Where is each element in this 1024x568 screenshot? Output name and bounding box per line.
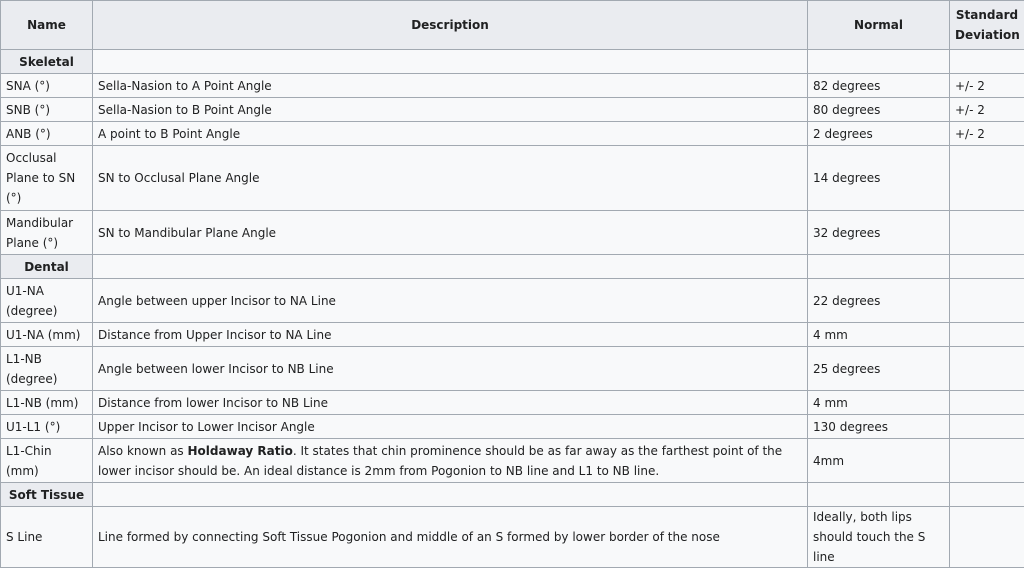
table-row [1, 146, 1024, 211]
table-row [1, 323, 1024, 347]
row-standard-deviation [950, 439, 1024, 483]
table-row [1, 122, 1024, 146]
header-normal[interactable]: Normal [808, 1, 950, 50]
row-name: U1-L1 (°) [1, 415, 93, 439]
empty-cell [808, 50, 950, 74]
section-heading-soft-tissue: Soft Tissue [1, 483, 93, 507]
row-name: L1-NB (mm) [1, 391, 93, 415]
row-description: Distance from lower Incisor to NB Line [93, 391, 808, 415]
row-name: Occlusal Plane to SN (°) [1, 146, 93, 211]
row-normal: Ideally, both lips should touch the S line [808, 507, 950, 568]
empty-cell [93, 483, 808, 507]
row-normal: 80 degrees [808, 98, 950, 122]
row-standard-deviation [950, 279, 1024, 323]
description-prefix: Also known as [98, 444, 188, 458]
row-description: Line formed by connecting Soft Tissue Pogonion and middle of an S formed by lower border of the nose [93, 507, 808, 568]
row-normal: 32 degrees [808, 211, 950, 255]
table-row [1, 415, 1024, 439]
row-name: L1-Chin (mm) [1, 439, 93, 483]
empty-cell [950, 50, 1024, 74]
row-normal: 130 degrees [808, 415, 950, 439]
row-standard-deviation [950, 323, 1024, 347]
table-row [1, 279, 1024, 323]
table-row [1, 347, 1024, 391]
row-name: SNA (°) [1, 74, 93, 98]
header-name[interactable]: Name [1, 1, 93, 50]
row-description: SN to Occlusal Plane Angle [93, 146, 808, 211]
row-description: Sella-Nasion to B Point Angle [93, 98, 808, 122]
row-description: A point to B Point Angle [93, 122, 808, 146]
row-normal: 22 degrees [808, 279, 950, 323]
row-normal: 2 degrees [808, 122, 950, 146]
row-name: SNB (°) [1, 98, 93, 122]
row-normal: 4 mm [808, 391, 950, 415]
empty-cell [93, 255, 808, 279]
table-row [1, 391, 1024, 415]
row-standard-deviation [950, 347, 1024, 391]
row-name: U1-NA (mm) [1, 323, 93, 347]
row-description: SN to Mandibular Plane Angle [93, 211, 808, 255]
section-row-soft-tissue [1, 483, 1024, 507]
empty-cell [808, 483, 950, 507]
row-name: L1-NB (degree) [1, 347, 93, 391]
row-normal: 25 degrees [808, 347, 950, 391]
table-row [1, 507, 1024, 568]
section-heading-dental: Dental [1, 255, 93, 279]
row-normal: 4mm [808, 439, 950, 483]
row-description: Sella-Nasion to A Point Angle [93, 74, 808, 98]
row-name: ANB (°) [1, 122, 93, 146]
section-heading-skeletal: Skeletal [1, 50, 93, 74]
row-standard-deviation [950, 211, 1024, 255]
section-row-skeletal [1, 50, 1024, 74]
row-normal: 82 degrees [808, 74, 950, 98]
table-row [1, 439, 1024, 483]
row-standard-deviation: +/- 2 [950, 122, 1024, 146]
row-description: Upper Incisor to Lower Incisor Angle [93, 415, 808, 439]
description-suffix: . It states that chin prominence should be as far away as the farthest point of the lower incisor should be. An ideal distance is 2mm from Pogonion to NB line and L1 to NB line. [98, 444, 782, 478]
row-name: S Line [1, 507, 93, 568]
row-name: Mandibular Plane (°) [1, 211, 93, 255]
row-standard-deviation [950, 391, 1024, 415]
empty-cell [808, 255, 950, 279]
header-description[interactable]: Description [93, 1, 808, 50]
header-standard-deviation[interactable]: Standard Deviation [950, 1, 1024, 50]
row-normal: 14 degrees [808, 146, 950, 211]
row-normal: 4 mm [808, 323, 950, 347]
table-row [1, 211, 1024, 255]
empty-cell [950, 483, 1024, 507]
row-standard-deviation [950, 507, 1024, 568]
row-name: U1-NA (degree) [1, 279, 93, 323]
empty-cell [93, 50, 808, 74]
empty-cell [950, 255, 1024, 279]
holdaway-ratio-term: Holdaway Ratio [188, 444, 293, 458]
row-description: Angle between upper Incisor to NA Line [93, 279, 808, 323]
row-standard-deviation: +/- 2 [950, 74, 1024, 98]
table-row [1, 74, 1024, 98]
row-description [93, 439, 808, 483]
table-row [1, 98, 1024, 122]
row-standard-deviation [950, 415, 1024, 439]
row-standard-deviation: +/- 2 [950, 98, 1024, 122]
section-row-dental [1, 255, 1024, 279]
row-standard-deviation [950, 146, 1024, 211]
row-description: Angle between lower Incisor to NB Line [93, 347, 808, 391]
header-row [1, 1, 1024, 50]
row-description: Distance from Upper Incisor to NA Line [93, 323, 808, 347]
